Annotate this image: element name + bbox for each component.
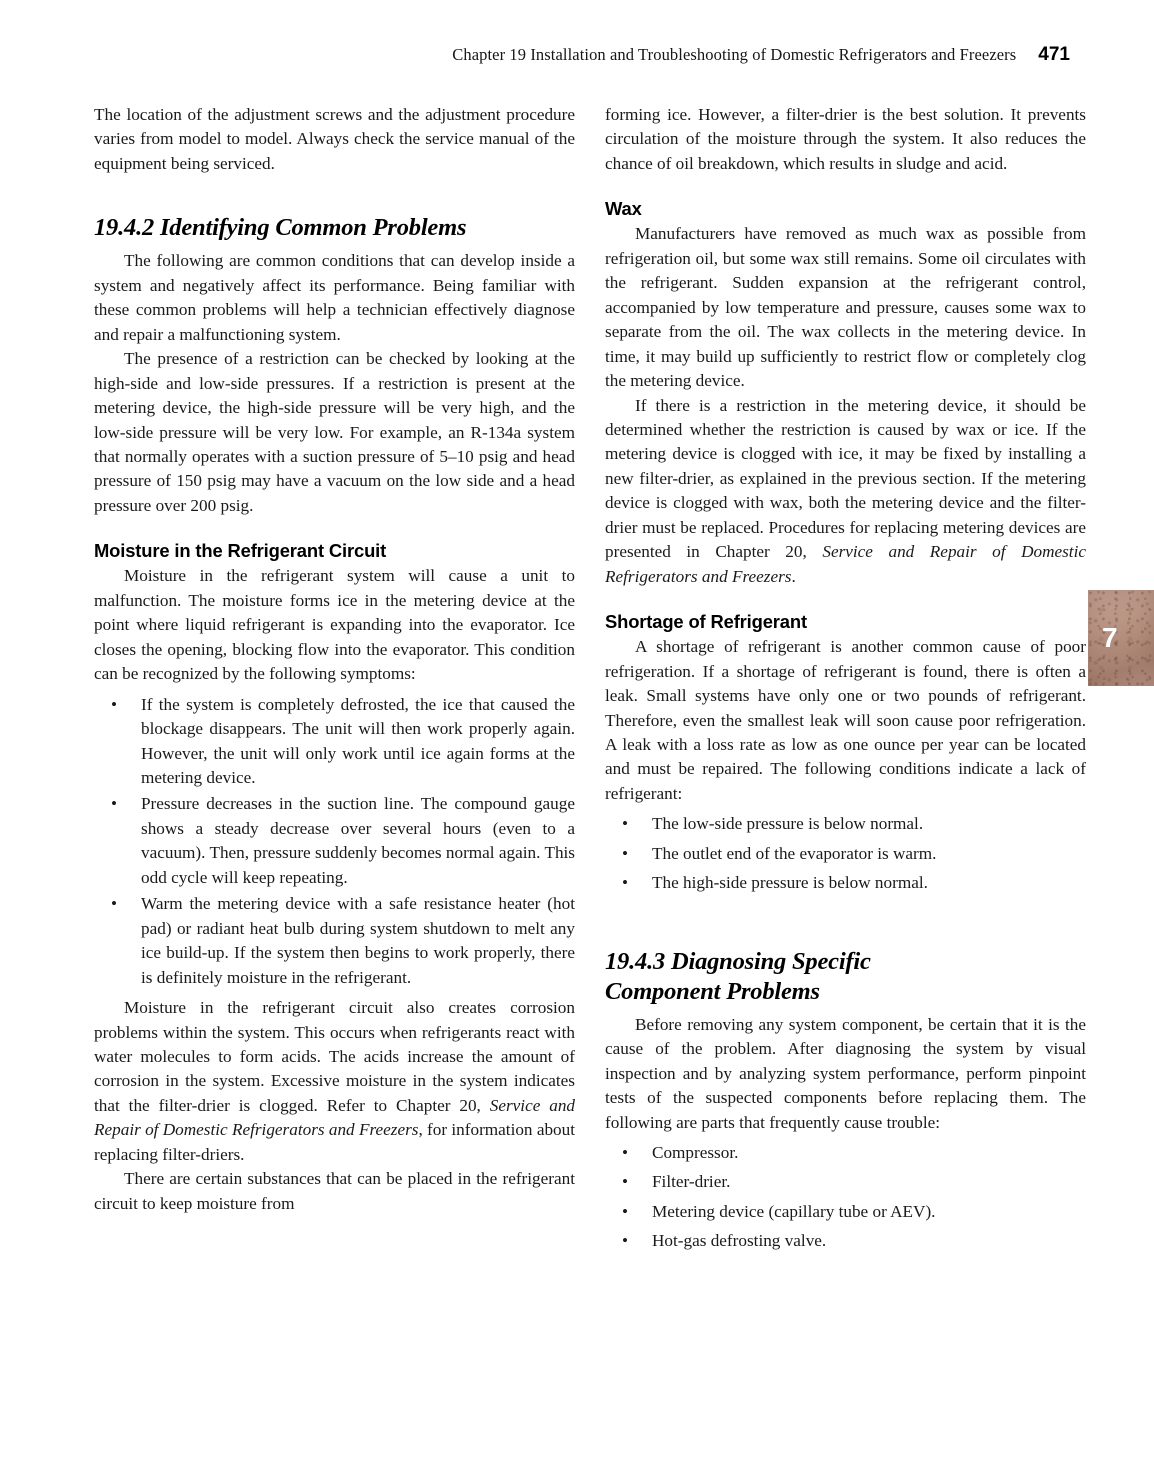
list-item — [94, 792, 575, 890]
paragraph: The location of the adjustment screws and the adjustment procedure varies from model to model. Always check the service manual of the equipment being serviced. — [94, 105, 575, 173]
bullet-icon: • — [111, 794, 118, 814]
thumb-tab — [1088, 590, 1154, 686]
paragraph: Moisture in the refrigerant system will cause a unit to malfunction. The moisture forms ice in the metering device at the point where liquid refrigerant is expanding into the evaporator. Ice closes the opening, blocking flow into the evaporator. This condition can be recognized by the following symptoms: — [94, 566, 575, 684]
list-item-text: The outlet end of the evaporator is warm. — [652, 843, 937, 863]
section-heading-19-4-3 — [605, 947, 1086, 1007]
paragraph: The presence of a restriction can be checked by looking at the high-side and low-side pressures. If a restriction is present at the metering device, the high-side pressure will be very high, and the low-side pressure will be very low. For example, an R-134a system that normally operates with a suction pressure of 5–10 psig and head pressure of 150 psig may have a vacuum on the low side and a head pressure over 200 psig. — [94, 349, 575, 515]
list-item — [605, 871, 1086, 895]
section-heading-19-4-2: 19.4.2 Identifying Common Problems — [94, 214, 467, 242]
list-item-text: The low-side pressure is below normal. — [652, 814, 924, 834]
paragraph: Manufacturers have removed as much wax as possible from refrigeration oil, but some wax still remains. Some oil circulates with the refrigerant. Sudden expansion at the refrigerant control, accompanied by low temperature and pressure, causes some wax to separate from the oil. The wax collects in the metering device. In time, it may build up sufficiently to restrict flow or completely clog the metering device. — [605, 224, 1086, 391]
list-item — [605, 1229, 1086, 1253]
paragraph — [94, 996, 575, 1167]
running-head — [94, 44, 1070, 66]
paragraph: Before removing any system component, be certain that it is the cause of the problem. After diagnosing the system by visual inspection and by analyzing system performance, perform pinpoint tests of the suspected components before replacing them. The following are parts that frequently cause trouble: — [605, 1014, 1086, 1132]
bullet-icon: • — [111, 894, 118, 914]
bullet-icon: • — [622, 814, 629, 834]
list-item-text: Compressor. — [652, 1142, 739, 1162]
bullet-icon: • — [622, 1142, 629, 1162]
paragraph: A shortage of refrigerant is another common cause of poor refrigeration. If a shortage of refrigerant is found, there is often a leak. Small systems have only one or two pounds of refrigerant. Therefore, even the smallest leak will soon cause poor refrigeration. A leak with a loss rate as low as one ounce per year can be located and must be repaired. The following conditions indicate a lack of refrigerant: — [605, 637, 1086, 803]
paragraph: forming ice. However, a filter-drier is the best solution. It prevents circulation of the moisture through the system. It also reduces the chance of oil breakdown, which results in sludge and acid. — [605, 105, 1086, 173]
subheading-wax: Wax — [605, 198, 642, 220]
list-item-text: Metering device (capillary tube or AEV). — [652, 1201, 936, 1221]
bullet-icon: • — [111, 694, 118, 714]
book-title-italic: Service and Repair of Domestic Refrigerators and Freezers — [605, 542, 1086, 586]
right-column — [605, 103, 1086, 1259]
bullet-icon: • — [622, 843, 629, 863]
spacer — [94, 176, 575, 213]
spacer — [605, 176, 1086, 198]
spacer — [605, 901, 1086, 947]
page-number: 471 — [1038, 44, 1070, 65]
paragraph: There are certain substances that can be placed in the refrigerant circuit to keep moisture from — [94, 1169, 575, 1213]
bullet-list-shortage-conditions — [605, 812, 1086, 895]
bullet-list-moisture-symptoms — [94, 693, 575, 990]
list-item-text: Warm the metering device with a safe resistance heater (hot pad) or radiant heat bulb during system shutdown to melt any ice build-up. If the system then begins to work properly, there is definitely moisture in the refrigerant. — [141, 894, 575, 987]
subheading-shortage-of-refrigerant: Shortage of Refrigerant — [605, 611, 807, 633]
list-item — [605, 1200, 1086, 1224]
spacer — [94, 518, 575, 540]
bullet-icon: • — [622, 1172, 629, 1192]
paragraph-text: . — [791, 566, 796, 586]
list-item — [605, 812, 1086, 836]
paragraph — [605, 394, 1086, 590]
list-item-text: Filter-drier. — [652, 1172, 731, 1192]
left-column — [94, 103, 575, 1259]
list-item-text: Pressure decreases in the suction line. The compound gauge shows a steady decrease over several hours (even to a vacuum). Then, pressure suddenly becomes normal again. This odd cycle will keep repeating. — [141, 794, 575, 887]
body-columns — [94, 103, 1086, 1259]
bullet-icon: • — [622, 1201, 629, 1221]
list-item — [605, 842, 1086, 866]
bullet-list-trouble-parts — [605, 1141, 1086, 1254]
list-item-text: The high-side pressure is below normal. — [652, 873, 928, 893]
list-item — [94, 693, 575, 791]
list-item — [605, 1141, 1086, 1165]
list-item — [94, 892, 575, 990]
paragraph-text: Moisture in the refrigerant circuit also creates corrosion problems within the system. This occurs when refrigerants react with water molecules to form acids. The acids increase the amount of corrosion in the system. Excessive moisture in the system indicates that the filter-drier is clogged. Refer to Chapter 20, — [94, 998, 575, 1115]
subheading-moisture-in-refrigerant-circuit: Moisture in the Refrigerant Circuit — [94, 540, 387, 562]
list-item — [605, 1170, 1086, 1194]
section-heading-line-2: Component Problems — [605, 977, 820, 1005]
paragraph: The following are common conditions that can develop inside a system and negatively affect its performance. Being familiar with these common problems will help a technician effectively diagnose and repair a malfunctioning system. — [94, 251, 575, 344]
bullet-icon: • — [622, 1231, 629, 1251]
book-title-italic: Service and Repair of Domestic Refrigerators and Freezers — [94, 1095, 576, 1140]
paragraph-text: , for information about replacing filter-driers. — [94, 1120, 576, 1164]
bullet-icon: • — [622, 873, 629, 893]
spacer — [605, 589, 1086, 611]
section-heading-line-1: 19.4.3 Diagnosing Specific — [605, 947, 871, 975]
running-head-title: Chapter 19 Installation and Troubleshooting of Domestic Refrigerators and Freezers — [452, 45, 1017, 64]
paragraph-text: If there is a restriction in the metering device, it should be determined whether the restriction is caused by wax or ice. If the metering device is clogged with ice, it may be fixed by installing a new filter-drier, as explained in the previous section. If the metering device is clogged with wax, both the metering device and the filter-drier must be replaced. Procedures for replacing metering devices are presented in Chapter 20, — [605, 395, 1086, 562]
list-item-text: If the system is completely defrosted, the ice that caused the blockage disappears. The unit will then work properly again. However, the unit will only work until ice again forms at the metering device. — [141, 694, 575, 787]
list-item-text: Hot-gas defrosting valve. — [652, 1231, 827, 1251]
thumb-tab-number: 7 — [1102, 622, 1118, 653]
